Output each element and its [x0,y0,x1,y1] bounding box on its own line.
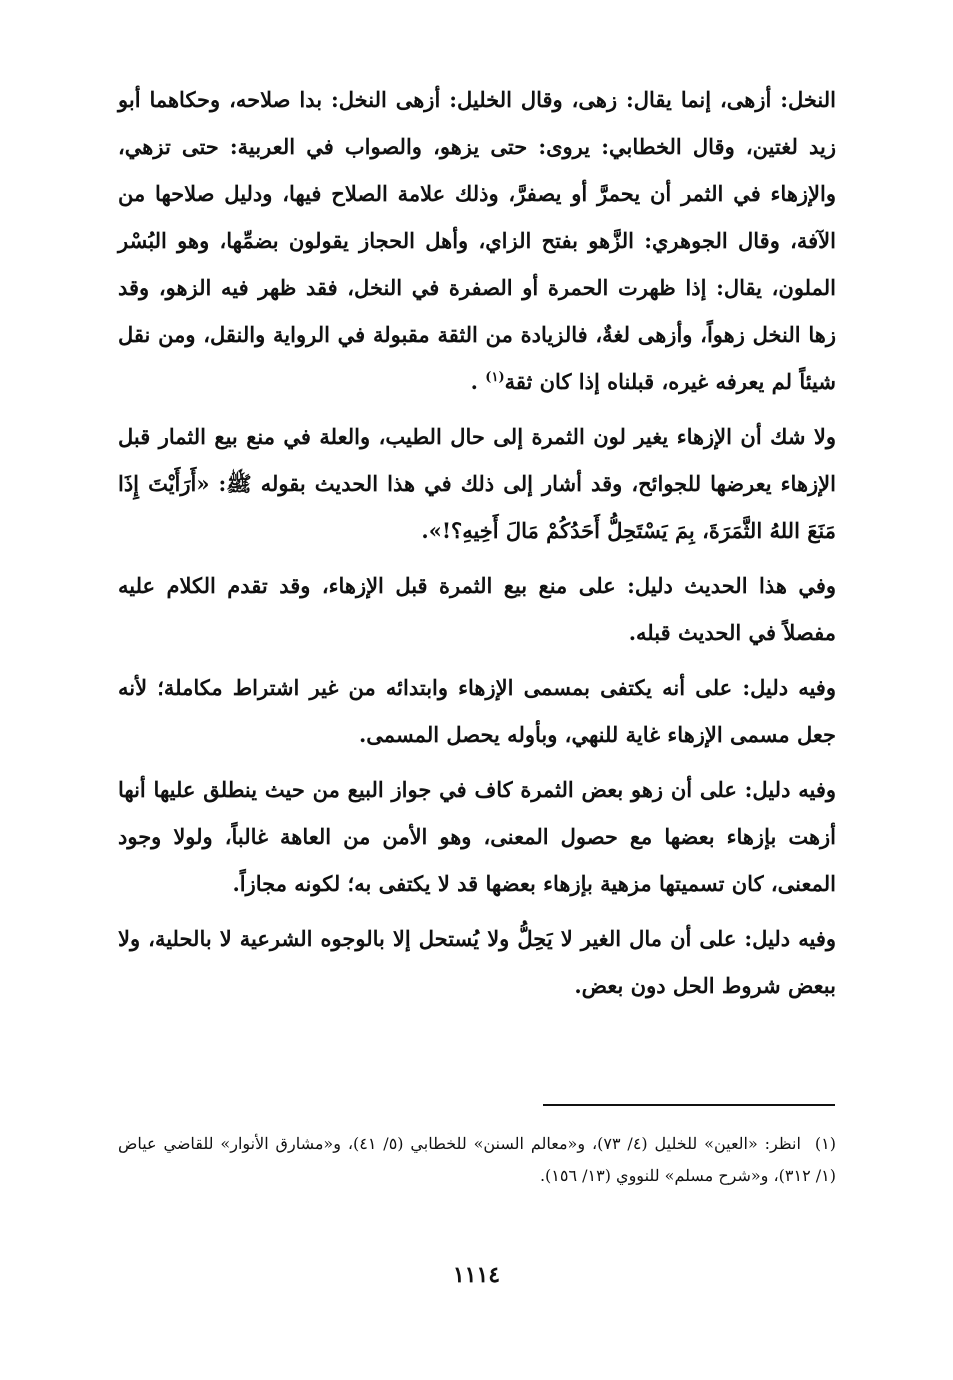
footnote-divider [543,1104,835,1106]
paragraph-5: وفيه دليل: على أن زهو بعض الثمرة كاف في جواز البيع من حيث ينطلق عليها أنها أزهت بإزهاء بعضها مع حصول المعنى، وهو الأمن من العاهة غالباً، ولولا وجود المعنى، كان تسميتها مزهية بإزهاء بعضها قد لا يكتفى به؛ لكونه مجازاً. [118,777,836,896]
paragraph-1 [118,76,836,405]
footnote-reference: (١) [485,370,505,385]
footnote-text: انظر: «العين» للخليل (٤/ ٧٣)، و«معالم السنن» للخطابي (٥/ ٤١)، و«مشارق الأنوار» للقاضي عياض (١/ ٣١٢)، و«شرح مسلم» للنووي (١٣/ ١٥٦). [118,1134,836,1185]
paragraph-6: وفيه دليل: على أن مال الغير لا يَحِلُّ ولا يُستحل إلا بالوجوه الشرعية لا بالحلية، ولا ببعض شروط الحل دون بعض. [118,926,836,998]
paragraph-1-text: النخل: أزهى، إنما يقال: زهى، وقال الخليل: أزهى النخل: بدا صلاحه، وحكاهما أبو زيد لغتين، وقال الخطابي: يروى: حتى يزهو، والصواب في العربية: حتى تزهي، والإزهاء في الثمر أن يحمرَّ أو يصفرَّ، وذلك علامة الصلاح فيها، ودليل صلاحها من الآفة، وقال الجوهري: الزَّهو بفتح الزاي، وأهل الحجاز يقولون بضمِّها، وهو البُسْر الملون، يقال: إذا ظهرت الحمرة أو الصفرة في النخل، فقد ظهر فيه الزهو، وقد زها النخل زهواً، وأزهى لغةٌ، فالزيادة من الثقة مقبولة في الرواية والنقل، ومن نقل شيئاً لم يعرفه غيره، قبلناه إذا كان ثقة [118,87,836,394]
footnote-marker: (١) [814,1134,836,1153]
page-number: ١١١٤ [452,1262,501,1288]
paragraph-1-end: . [470,369,478,394]
footnote [118,1128,836,1192]
main-text [118,76,836,1009]
paragraph-2: ولا شك أن الإزهاء يغير لون الثمرة إلى حال الطيب، والعلة في منع بيع الثمار قبل الإزهاء يعرضها للجوائح، وقد أشار إلى ذلك في هذا الحديث بقوله ﷺ: «أَرَأَيْتَ إِذَا مَنَعَ اللهُ الثَّمَرَةَ، بِمَ يَسْتَحِلُّ أَحَدُكُمْ مَالَ أَخِيهِ؟!». [118,424,836,543]
paragraph-3: وفي هذا الحديث دليل: على منع بيع الثمرة قبل الإزهاء، وقد تقدم الكلام عليه مفصلاً في الحديث قبله. [118,573,836,645]
paragraph-4: وفيه دليل: على أنه يكتفى بمسمى الإزهاء وابتدائه من غير اشتراط مكاملة؛ لأنه جعل مسمى الإزهاء غاية للنهي، وبأوله يحصل المسمى. [118,675,836,747]
